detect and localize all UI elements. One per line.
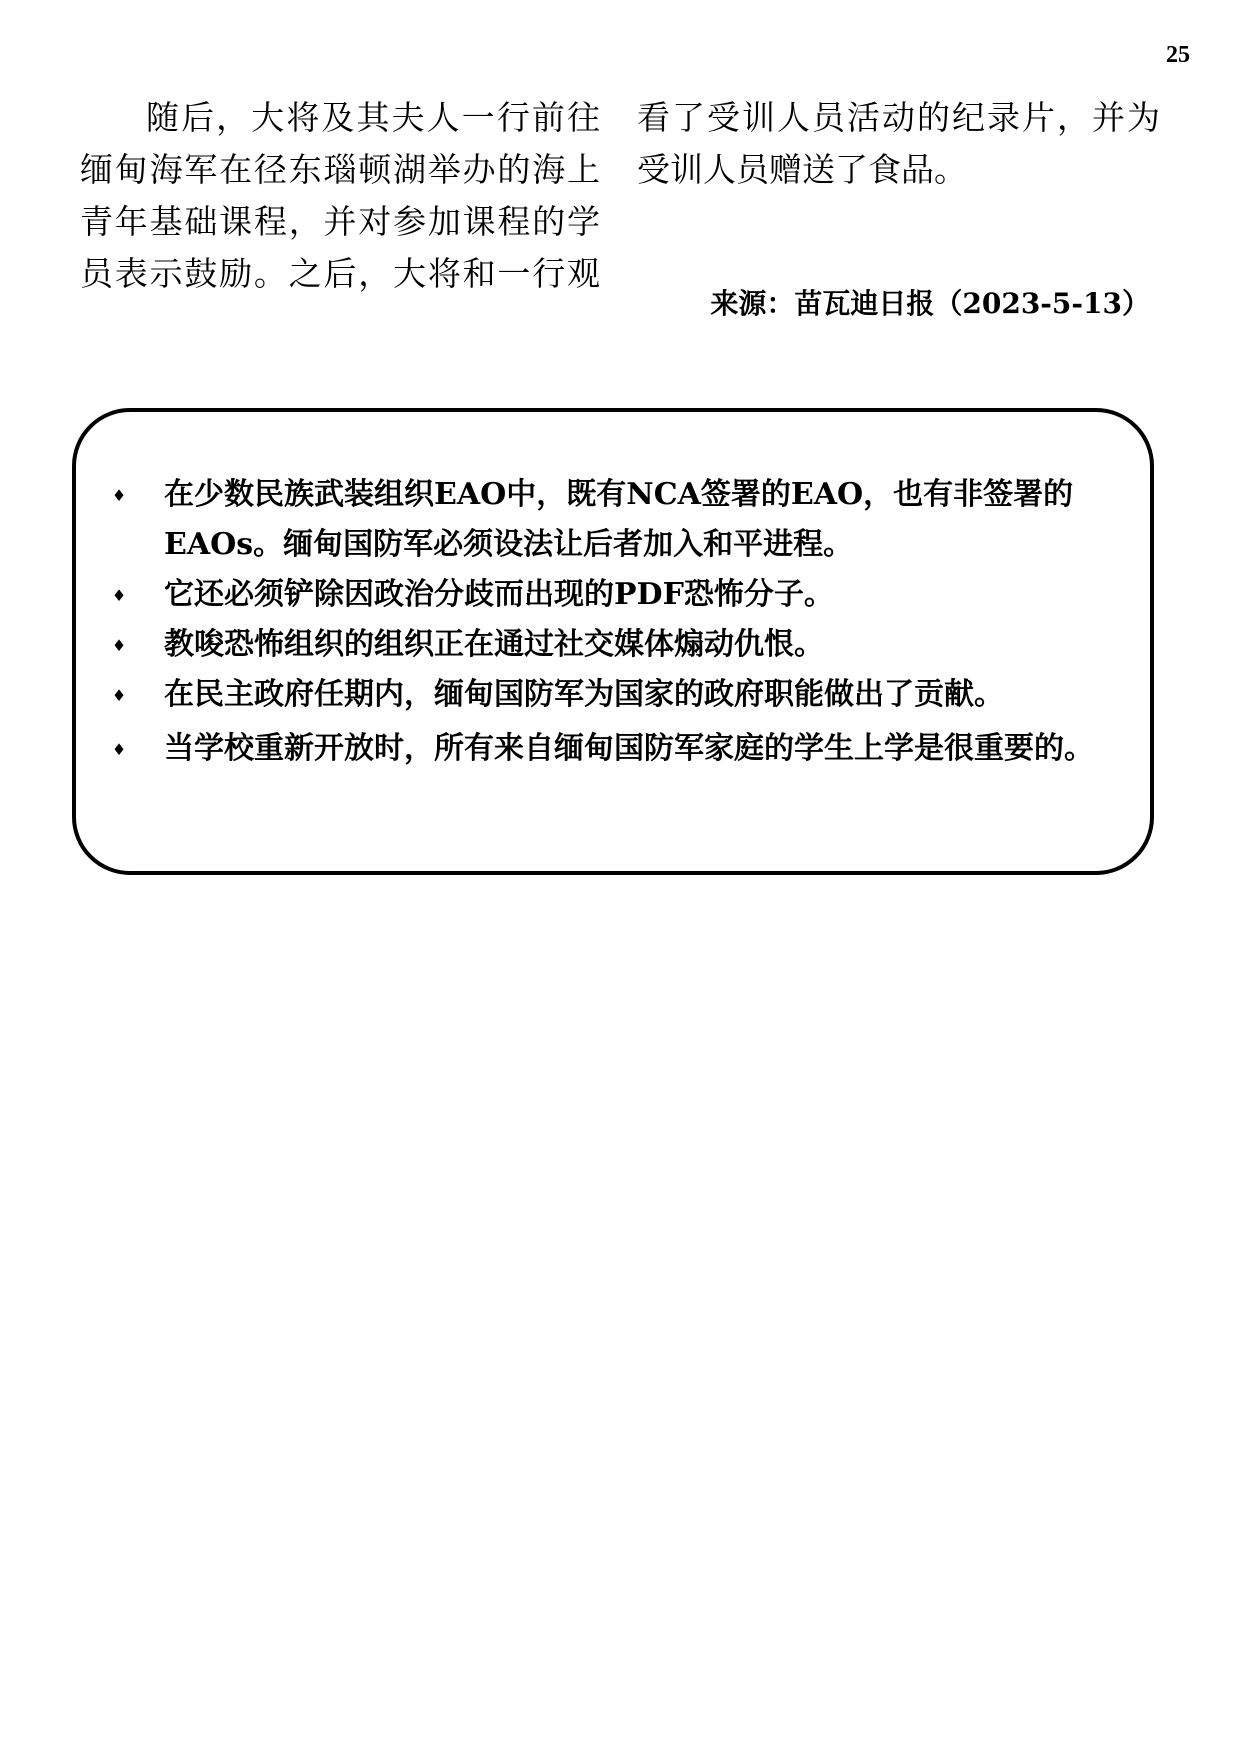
callout-bullet-item — [104, 470, 1124, 570]
callout-bullet-item — [104, 570, 1124, 620]
callout-bullet-text: 教唆恐怖组织的组织正在通过社交媒体煽动仇恨。 — [164, 627, 824, 662]
article-right-line-2: 受训人员赠送了食品。 — [637, 150, 967, 189]
callout-bullet-text: 在少数民族武装组织EAO中，既有NCA签署的EAO，也有非签署的EAOs。缅甸国防军必须设法让后者加入和平进程。 — [164, 477, 1074, 562]
callout-bullet-text: 在民主政府任期内，缅甸国防军为国家的政府职能做出了贡献。 — [164, 677, 1004, 712]
diamond-bullet-icon: ♦ — [111, 740, 127, 759]
article-paragraph-left: 随后，大将及其夫人一行前往缅甸海军在径东瑙顿湖举办的海上青年基础课程，并对参加课程的学员表示鼓励。之后，大将和一行观 — [80, 98, 600, 293]
article-source: 来源：苗瓦迪日报（2023-5-13） — [710, 287, 1150, 320]
article-right-column — [637, 92, 1160, 196]
article-right-line-1: 看了受训人员活动的纪录片，并为 — [637, 98, 1160, 137]
diamond-bullet-icon: ♦ — [111, 486, 127, 505]
diamond-bullet-icon: ♦ — [111, 586, 127, 605]
article-left-column — [80, 92, 600, 300]
callout-bullet-item — [104, 670, 1124, 720]
callout-bullet-item — [104, 620, 1124, 670]
callout-bullet-list — [104, 470, 1124, 774]
callout-bullet-item — [104, 724, 1124, 774]
article-paragraph-right — [637, 92, 1160, 196]
diamond-bullet-icon: ♦ — [111, 636, 127, 655]
callout-bullet-text: 当学校重新开放时，所有来自缅甸国防军家庭的学生上学是很重要的。 — [164, 731, 1094, 766]
callout-box — [72, 408, 1154, 875]
page-number: 25 — [1166, 42, 1190, 68]
diamond-bullet-icon: ♦ — [111, 686, 127, 705]
callout-bullet-text: 它还必须铲除因政治分歧而出现的PDF恐怖分子。 — [164, 577, 834, 612]
